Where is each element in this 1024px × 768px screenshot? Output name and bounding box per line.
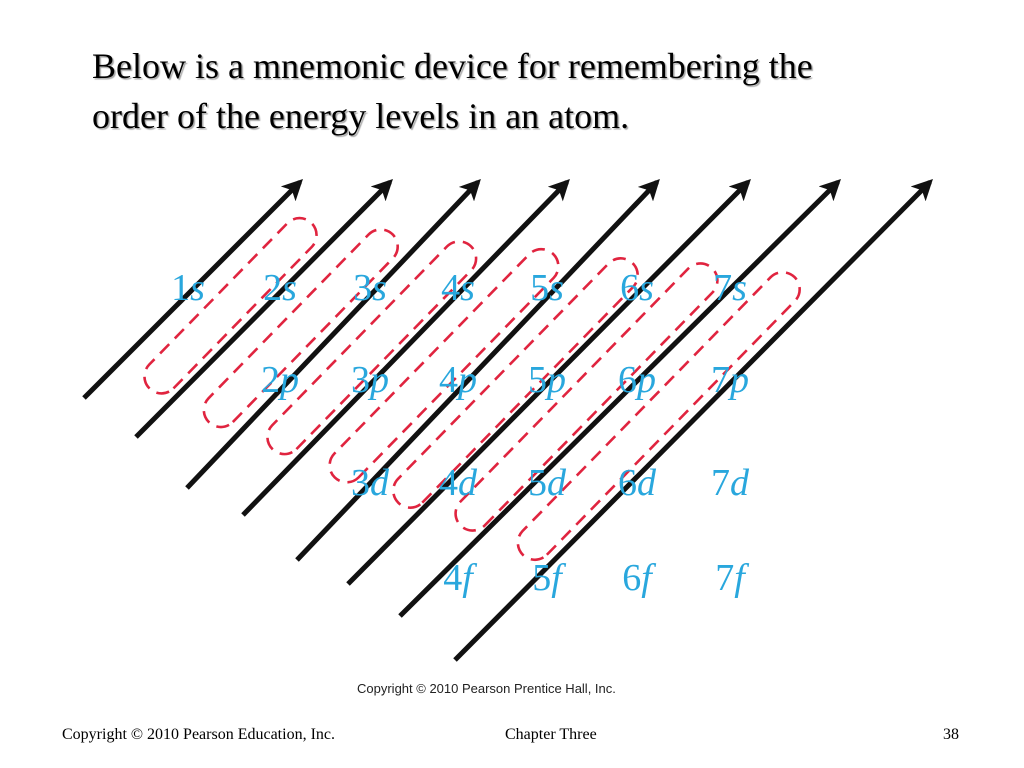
orbital-label-4s: 4s <box>441 267 475 309</box>
diagonal-arrow-3 <box>187 182 478 488</box>
footer-copyright: Copyright © 2010 Pearson Education, Inc. <box>62 726 335 743</box>
orbital-label-3d: 3d <box>351 462 389 504</box>
footer-page-number: 38 <box>943 726 959 743</box>
diagonal-arrow-8 <box>455 182 930 660</box>
orbital-label-2s: 2s <box>263 267 297 309</box>
orbital-label-7p: 7p <box>711 359 749 401</box>
orbital-label-4d: 4d <box>439 462 477 504</box>
dashed-loop-5 <box>393 258 637 507</box>
slide-title-line-1: Below is a mnemonic device for remembering the <box>92 46 813 86</box>
orbital-label-5s: 5s <box>530 267 564 309</box>
orbital-label-6f: 6f <box>622 557 652 599</box>
orbital-label-4f: 4f <box>443 557 473 599</box>
image-credit: Copyright © 2010 Pearson Prentice Hall, Inc. <box>357 681 616 696</box>
orbital-label-7d: 7d <box>711 462 749 504</box>
orbital-label-5d: 5d <box>528 462 566 504</box>
dashed-loop-7 <box>518 272 800 559</box>
orbital-label-6p: 6p <box>618 359 656 401</box>
orbital-label-4p: 4p <box>439 359 477 401</box>
footer-chapter: Chapter Three <box>505 726 597 743</box>
orbital-label-3p: 3p <box>351 359 389 401</box>
orbital-label-5p: 5p <box>528 359 566 401</box>
orbital-label-5f: 5f <box>532 557 562 599</box>
slide-title-line-2: order of the energy levels in an atom. <box>92 96 630 136</box>
orbital-label-6d: 6d <box>618 462 656 504</box>
orbital-label-7f: 7f <box>715 557 745 599</box>
orbital-label-6s: 6s <box>620 267 654 309</box>
orbital-label-7s: 7s <box>713 267 747 309</box>
orbital-label-3s: 3s <box>353 267 387 309</box>
diagonal-arrow-4 <box>243 182 567 515</box>
orbital-label-2p: 2p <box>261 359 299 401</box>
diagonal-arrows <box>84 182 930 660</box>
dashed-loop-6 <box>456 264 718 531</box>
orbital-label-1s: 1s <box>171 267 205 309</box>
